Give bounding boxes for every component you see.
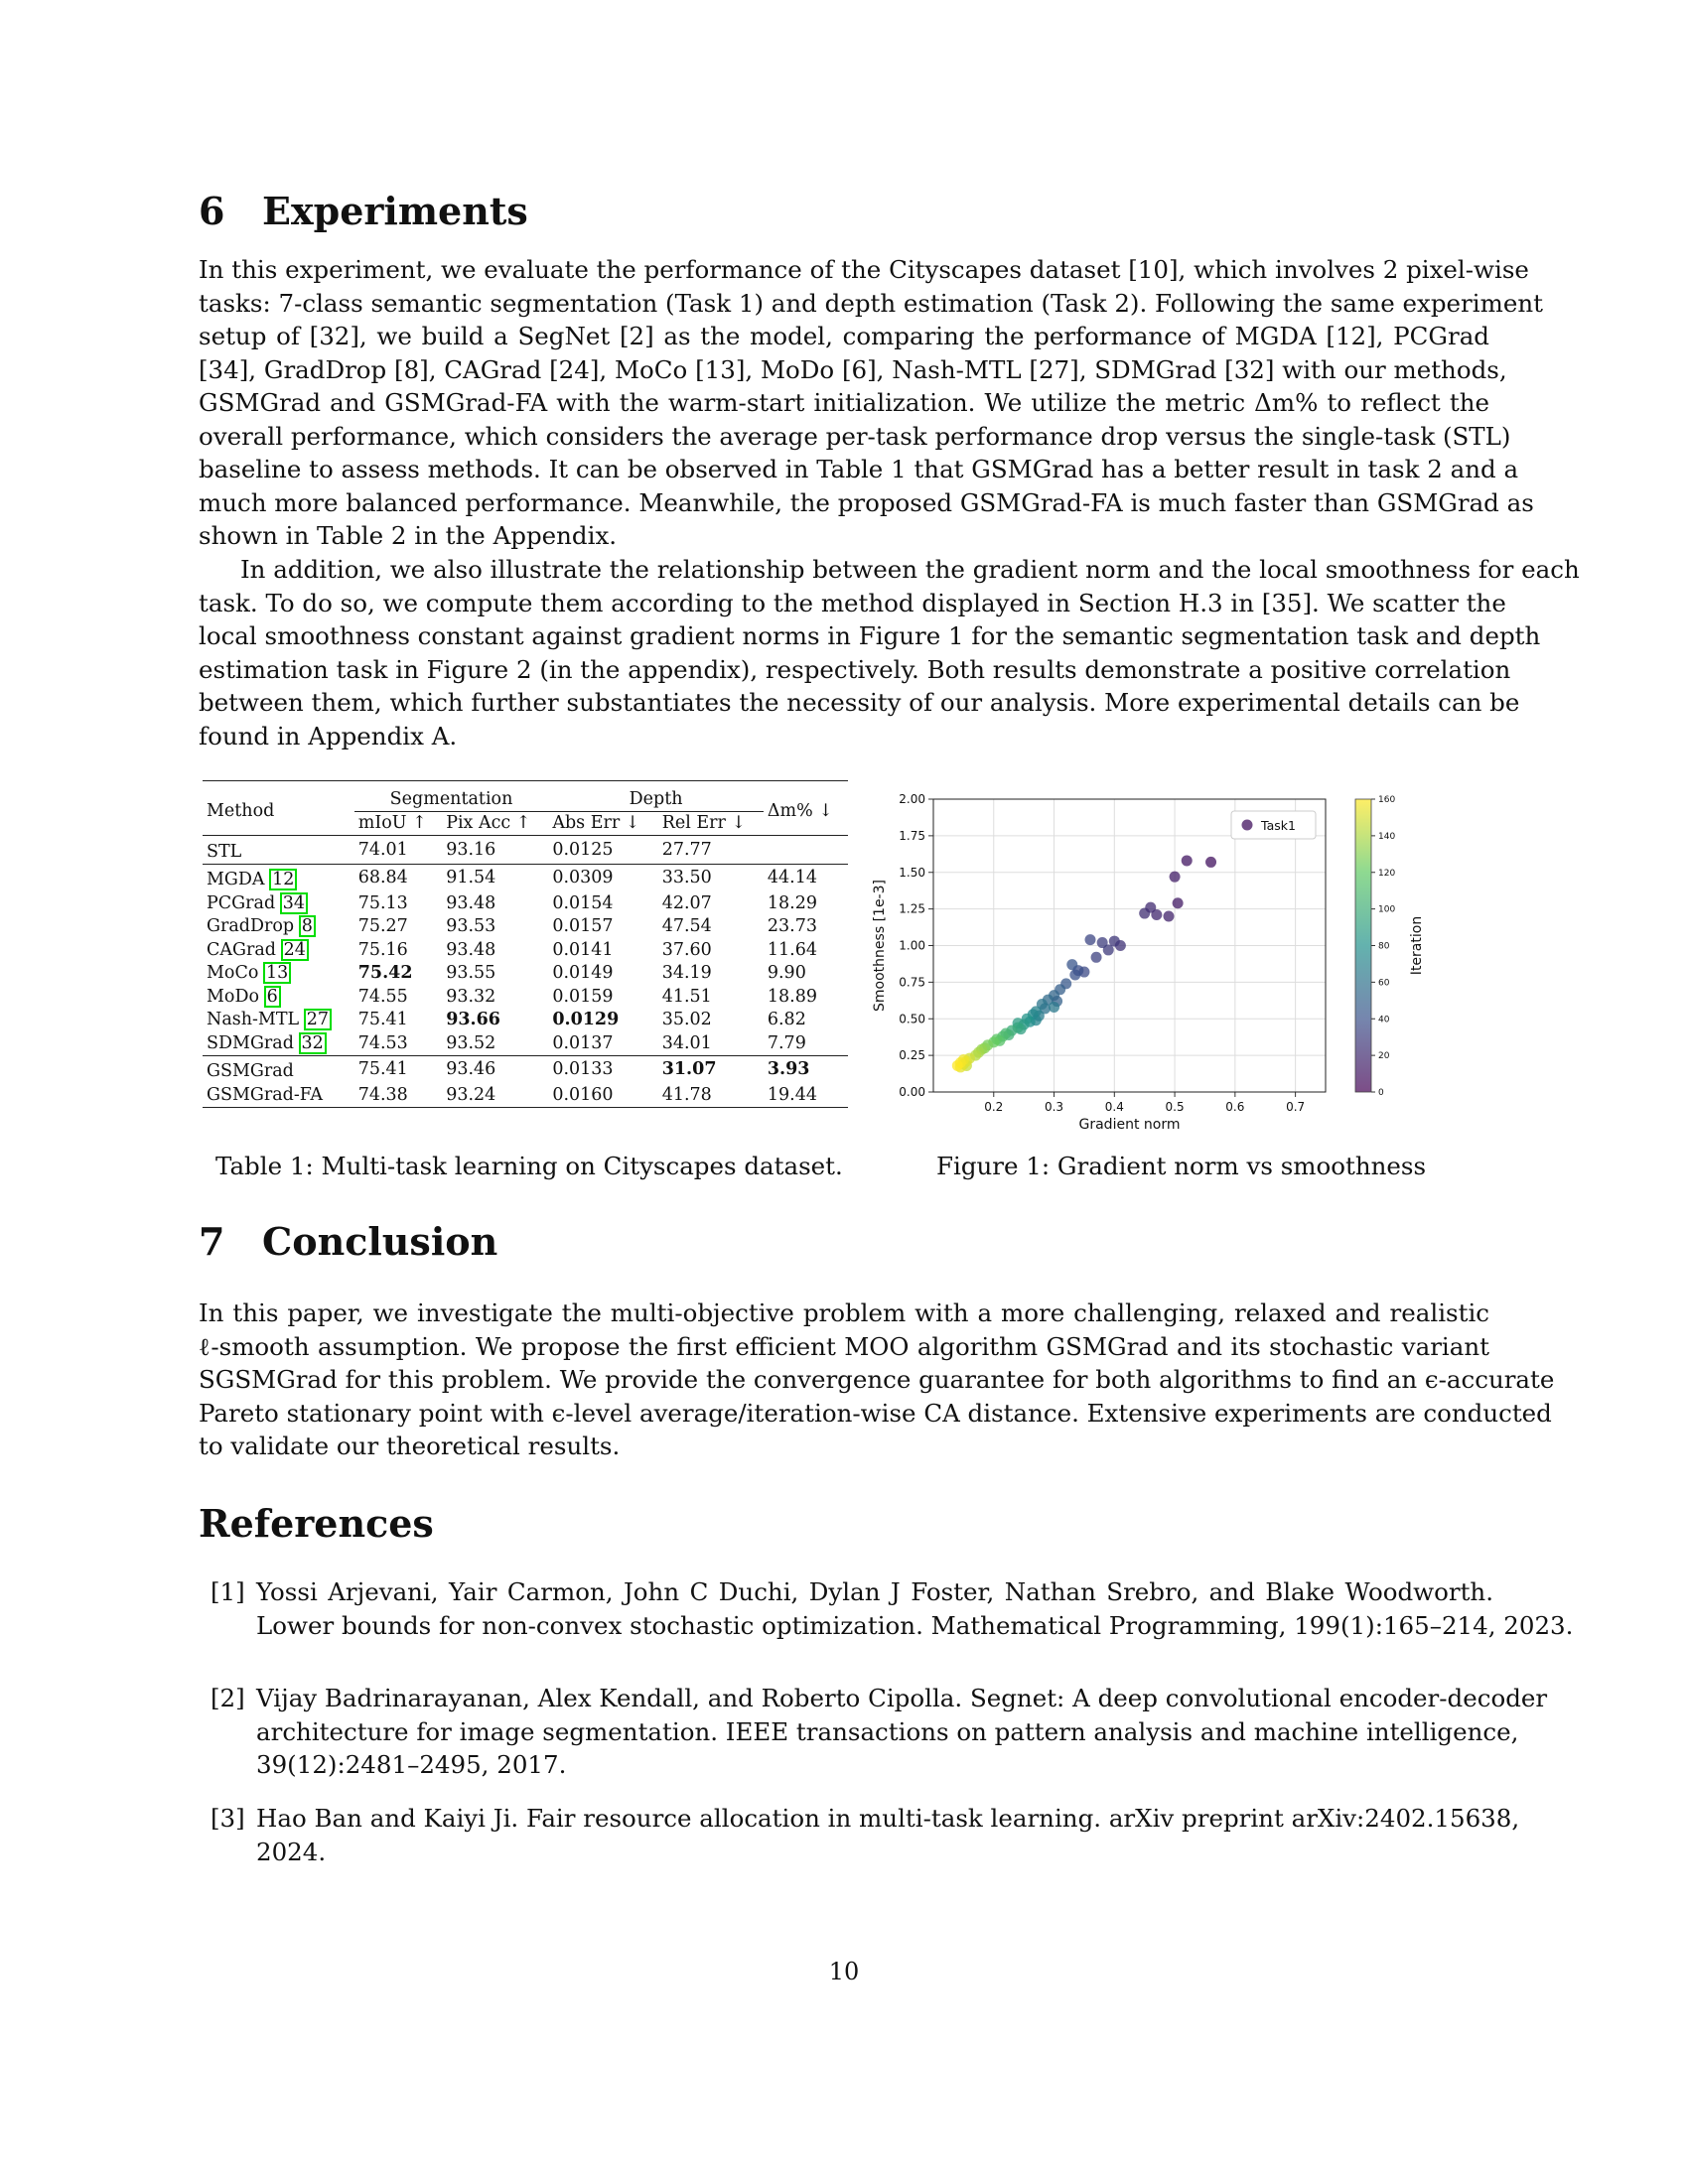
value-cell: 47.54 [661, 916, 712, 937]
value-cell: 6.82 [767, 1010, 806, 1030]
value-cell: 11.64 [767, 939, 817, 960]
section-7-heading: 7 Conclusion [199, 1219, 498, 1264]
value-cell: 74.53 [357, 1032, 408, 1053]
value-cell: 41.51 [661, 986, 712, 1007]
text-line: In this paper, we investigate the multi-objective problem with a more challenging, relaxed and realistic [199, 1298, 1489, 1327]
value-cell: 42.07 [661, 892, 712, 913]
references-heading: References [199, 1501, 434, 1546]
table-row [203, 1083, 848, 1107]
value-cell: 23.73 [767, 916, 817, 937]
y-tick-label: 1.50 [899, 865, 925, 880]
citation-link[interactable]: 12 [272, 870, 295, 890]
citation-link[interactable]: 13 [265, 963, 289, 984]
value-cell: 93.48 [446, 939, 496, 960]
y-tick-label: 0.25 [899, 1048, 925, 1063]
value-cell: 0.0159 [552, 986, 614, 1007]
method-cell: MoDo 6 [207, 986, 278, 1007]
y-tick-label: 0.50 [899, 1012, 925, 1026]
table-row [203, 1031, 848, 1055]
table-row [203, 1055, 848, 1083]
scatter-chart [854, 784, 1549, 1152]
colorbar-tick-label: 140 [1378, 831, 1396, 842]
text-line: between them, which further substantiates the necessity of our analysis. More experimental details can be [199, 688, 1520, 717]
subheader: Pix Acc ↑ [442, 811, 548, 836]
section-6-heading: 6 Experiments [199, 189, 528, 233]
text-line: much more balanced performance. Meanwhile, the proposed GSMGrad-FA is much faster than GSMGrad as [199, 487, 1534, 517]
y-axis-label: Smoothness [1e-3] [872, 880, 888, 1012]
text-line: 39(12):2481–2495, 2017. [256, 1750, 567, 1779]
text-line: shown in Table 2 in the Appendix. [199, 521, 618, 550]
value-cell: 93.66 [446, 1010, 500, 1030]
header-delta-m: Δm% ↓ [764, 781, 848, 836]
y-tick-label: 1.25 [899, 901, 925, 916]
method-cell: SDMGrad 32 [207, 1032, 324, 1053]
text-line: Vijay Badrinarayanan, Alex Kendall, and Roberto Cipolla. Segnet: A deep convolutional encoder-decoder [256, 1684, 1548, 1712]
citation-link[interactable]: 32 [301, 1032, 324, 1053]
colorbar-tick-label: 160 [1378, 795, 1396, 805]
table-row [203, 864, 848, 891]
section-6-paragraph-2 [199, 553, 1580, 752]
table-row [203, 985, 848, 1009]
value-cell: 75.42 [357, 963, 413, 984]
x-axis-label: Gradient norm [1078, 1117, 1181, 1133]
y-tick-label: 0.00 [899, 1085, 925, 1099]
table-caption: Table 1: Multi-task learning on Cityscapes dataset. [215, 1152, 843, 1180]
value-cell: 0.0137 [552, 1032, 614, 1053]
value-cell: 0.0141 [552, 939, 614, 960]
value-cell: 93.46 [442, 1055, 548, 1083]
section-7-paragraph [199, 1297, 1555, 1463]
table-row [203, 836, 848, 865]
value-cell: 18.29 [767, 892, 817, 913]
subheader: Abs Err ↓ [548, 811, 657, 836]
value-cell: 93.16 [442, 836, 548, 865]
section-6-paragraph-1 [199, 253, 1543, 553]
value-cell: 75.41 [354, 1055, 442, 1083]
value-cell: 74.55 [357, 986, 408, 1007]
text-line: baseline to assess methods. It can be observed in Table 1 that GSMGrad has a better result in task 2 and a [199, 455, 1519, 483]
results-table [203, 780, 848, 1108]
method-cell: MoCo 13 [207, 963, 289, 984]
text-line: [34], GradDrop [8], CAGrad [24], MoCo [13], MoDo [6], Nash-MTL [27], SDMGrad [32] with our methods, [199, 354, 1507, 384]
citation-link[interactable]: 27 [306, 1010, 329, 1030]
colorbar-tick-label: 60 [1378, 978, 1390, 989]
data-point [1139, 908, 1150, 919]
header-depth: Depth [548, 781, 764, 812]
text-line: to validate our theoretical results. [199, 1432, 621, 1460]
data-point [1085, 934, 1096, 945]
citation-link[interactable]: 24 [283, 939, 306, 960]
method-cell: CAGrad 24 [207, 939, 306, 960]
header-segmentation: Segmentation [354, 781, 549, 812]
text-line: architecture for image segmentation. IEEE transactions on pattern analysis and machine intelligence, [256, 1716, 1519, 1746]
colorbar-tick-label: 40 [1378, 1015, 1390, 1025]
colorbar [1355, 799, 1371, 1092]
data-point [1097, 937, 1108, 948]
value-cell: 35.02 [661, 1010, 712, 1030]
text-line: Hao Ban and Kaiyi Ji. Fair resource allocation in multi-task learning. arXiv preprint arXiv:2402.15638, [256, 1804, 1520, 1833]
colorbar-tick-label: 20 [1378, 1051, 1390, 1062]
colorbar-tick-label: 120 [1378, 868, 1396, 879]
value-cell: 0.0125 [548, 836, 657, 865]
value-cell: 34.01 [661, 1032, 712, 1053]
data-point [1049, 1002, 1059, 1013]
text-line: ℓ-smooth assumption. We propose the first efficient MOO algorithm GSMGrad and its stochastic variant [199, 1331, 1489, 1361]
value-cell: 37.60 [661, 939, 712, 960]
text-line: 2024. [256, 1837, 327, 1866]
text-line: local smoothness constant against gradient norms in Figure 1 for the semantic segmentation task and depth [199, 621, 1541, 650]
value-cell: 0.0133 [548, 1055, 657, 1083]
data-point [1170, 872, 1181, 883]
text-line: tasks: 7-class semantic segmentation (Task 1) and depth estimation (Task 2). Following the same experiment [199, 288, 1543, 318]
method-cell: STL [203, 836, 354, 865]
text-line: found in Appendix A. [199, 721, 458, 751]
data-point [1205, 857, 1216, 868]
text-line: estimation task in Figure 2 (in the appendix), respectively. Both results demonstrate a positive correlation [199, 654, 1511, 684]
x-tick-label: 0.3 [1044, 1100, 1064, 1114]
text-line: In this experiment, we evaluate the performance of the Cityscapes dataset [10], which involves 2 pixel-wise [199, 255, 1529, 284]
text-line: GSMGrad and GSMGrad-FA with the warm-start initialization. We utilize the metric Δm% to reflect the [199, 388, 1489, 417]
value-cell: 3.93 [764, 1055, 848, 1083]
colorbar-tick-label: 0 [1378, 1088, 1384, 1098]
value-cell: 0.0129 [552, 1010, 620, 1030]
value-cell: 7.79 [767, 1032, 806, 1053]
data-point [952, 1060, 963, 1071]
table-row [203, 915, 848, 939]
subheader: mIoU ↑ [354, 811, 442, 836]
data-point [1069, 970, 1080, 981]
value-cell: 41.78 [661, 1084, 712, 1105]
value-cell: 44.14 [764, 864, 848, 891]
colorbar-tick-label: 100 [1378, 904, 1396, 915]
value-cell: 93.48 [446, 892, 496, 913]
value-cell: 74.38 [357, 1084, 408, 1105]
data-point [1164, 911, 1175, 922]
text-line: Yossi Arjevani, Yair Carmon, John C Duchi, Dylan J Foster, Nathan Srebro, and Blake Woodworth. [256, 1577, 1493, 1606]
value-cell: 68.84 [354, 864, 442, 891]
x-tick-label: 0.6 [1225, 1100, 1245, 1114]
value-cell: 27.77 [658, 836, 764, 865]
value-cell: 0.0157 [552, 916, 614, 937]
method-cell: PCGrad 34 [207, 892, 306, 913]
method-cell: GradDrop 8 [207, 916, 313, 937]
text-line: Lower bounds for non-convex stochastic optimization. Mathematical Programming, 199(1):165–214, 2023. [256, 1610, 1574, 1640]
colorbar-tick-label: 80 [1378, 941, 1390, 952]
page-number: 10 [828, 1958, 860, 1985]
data-point [1173, 897, 1184, 908]
y-tick-label: 1.00 [899, 938, 925, 953]
value-cell: 93.53 [446, 916, 496, 937]
x-tick-label: 0.4 [1104, 1100, 1124, 1114]
data-point [1182, 855, 1193, 866]
value-cell: 75.27 [357, 916, 408, 937]
text-line: In addition, we also illustrate the relationship between the gradient norm and the local smoothness for each [240, 555, 1580, 584]
table-row [203, 938, 848, 962]
x-tick-label: 0.5 [1165, 1100, 1185, 1114]
citation-link[interactable]: 8 [301, 916, 313, 937]
value-cell: 9.90 [767, 963, 806, 984]
method-cell: GSMGrad-FA [207, 1084, 324, 1105]
value-cell: 31.07 [658, 1055, 764, 1083]
value-cell [764, 836, 848, 865]
text-line: overall performance, which considers the average per-task performance drop versus the single-task (STL) [199, 421, 1511, 451]
text-line: Pareto stationary point with ϵ-level average/iteration-wise CA distance. Extensive experiments are conducted [199, 1398, 1552, 1428]
value-cell: 19.44 [767, 1084, 817, 1105]
y-tick-label: 2.00 [899, 792, 925, 806]
value-cell: 0.0154 [552, 892, 614, 913]
value-cell: 93.55 [446, 963, 496, 984]
x-tick-label: 0.2 [984, 1100, 1004, 1114]
value-cell: 33.50 [658, 864, 764, 891]
citation-link[interactable]: 6 [266, 986, 278, 1007]
x-tick-label: 0.7 [1286, 1100, 1306, 1114]
header-method: Method [203, 781, 354, 836]
text-line: SGSMGrad for this problem. We provide the convergence guarantee for both algorithms to find an ϵ-accurate [199, 1365, 1555, 1394]
method-cell: MGDA 12 [203, 864, 354, 891]
value-cell: 75.16 [357, 939, 408, 960]
value-cell: 75.13 [357, 892, 408, 913]
value-cell: 75.41 [357, 1010, 408, 1030]
legend-marker [1242, 820, 1253, 831]
data-point [1066, 959, 1077, 970]
value-cell: 93.32 [446, 986, 496, 1007]
legend-label: Task1 [1261, 818, 1296, 833]
citation-link[interactable]: 34 [282, 892, 306, 913]
value-cell: 93.24 [446, 1084, 496, 1105]
table-row [203, 962, 848, 986]
value-cell: 18.89 [767, 986, 817, 1007]
method-cell: Nash-MTL 27 [207, 1010, 329, 1030]
method-cell: GSMGrad [203, 1055, 354, 1083]
value-cell: 74.01 [354, 836, 442, 865]
y-tick-label: 1.75 [899, 828, 925, 843]
table-row [203, 891, 848, 915]
data-point [1091, 952, 1102, 963]
figure-caption: Figure 1: Gradient norm vs smoothness [936, 1152, 1427, 1180]
subheader: Rel Err ↓ [658, 811, 764, 836]
y-tick-label: 0.75 [899, 975, 925, 990]
text-line: task. To do so, we compute them according to the method displayed in Section H.3 in [35]. We scatter the [199, 588, 1506, 617]
value-cell: 0.0309 [548, 864, 657, 891]
value-cell: 0.0149 [552, 963, 614, 984]
value-cell: 91.54 [442, 864, 548, 891]
text-line: setup of [32], we build a SegNet [2] as the model, comparing the performance of MGDA [12], PCGrad [199, 322, 1489, 350]
value-cell: 93.52 [446, 1032, 496, 1053]
colorbar-label: Iteration [1409, 915, 1425, 976]
table-row [203, 1009, 848, 1032]
value-cell: 0.0160 [552, 1084, 614, 1105]
value-cell: 34.19 [661, 963, 712, 984]
